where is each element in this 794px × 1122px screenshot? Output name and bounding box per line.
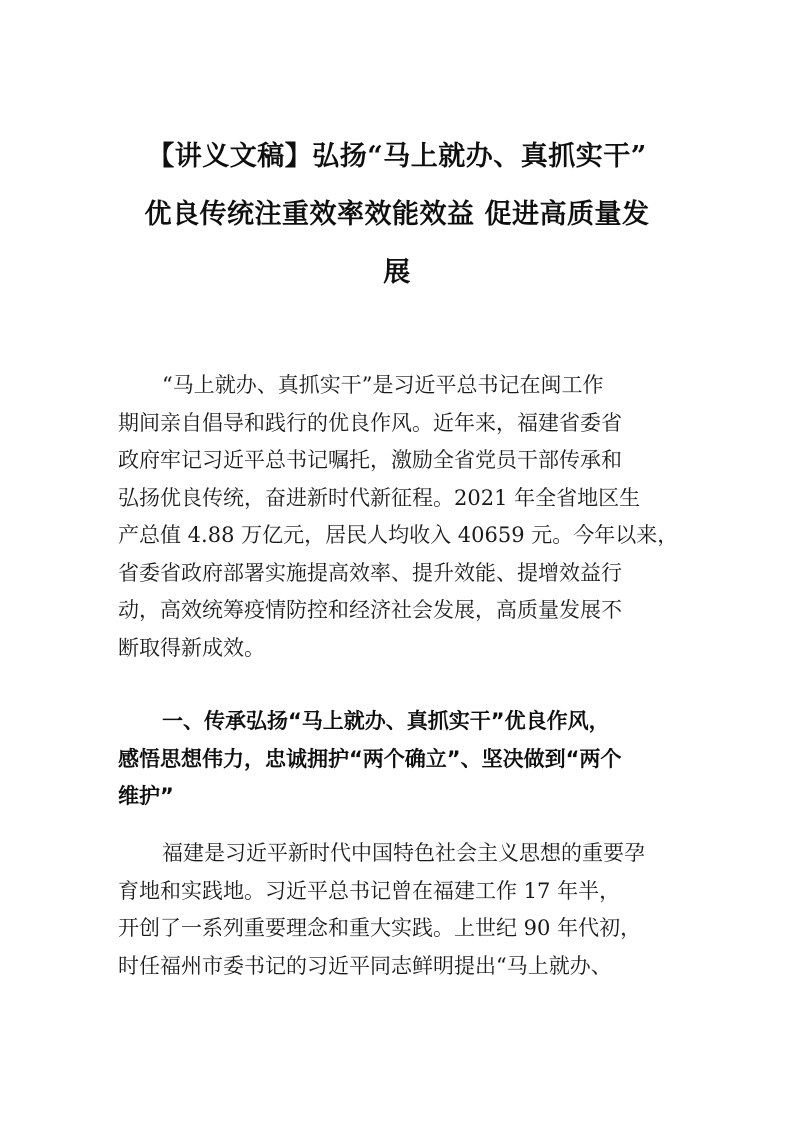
title-line-1: 【讲义文稿】弘扬“马上就办、真抓实干” xyxy=(147,141,647,172)
title-line-3: 展 xyxy=(383,257,411,288)
intro-line: “马上就办、真抓实干”是习近平总书记在闽工作 xyxy=(162,373,604,397)
section-body-line: 育地和实践地。习近平总书记曾在福建工作 17 年半， xyxy=(118,878,621,903)
section-heading-line: 一、传承弘扬“马上就办、真抓实干”优良作风， xyxy=(162,709,610,733)
section-1-heading xyxy=(118,703,694,816)
section-1-paragraph xyxy=(118,835,694,985)
section-heading-line: 维护” xyxy=(118,784,174,808)
intro-line: 动，高效统筹疫情防控和经济社会发展，高质量发展不 xyxy=(118,598,622,622)
title-line-2: 优良传统注重效率效能效益 促进高质量发 xyxy=(144,199,650,230)
intro-line: 省委省政府部署实施提高效率、提升效能、提增效益行 xyxy=(118,560,622,585)
section-body-line: 开创了一系列重要理念和重大实践。上世纪 90 年代初， xyxy=(118,916,642,940)
intro-line: 弘扬优良传统，奋进新时代新征程。2021 年全省地区生 xyxy=(118,485,641,510)
document-title xyxy=(110,128,684,302)
intro-line: 期间亲自倡导和践行的优良作风。近年来，福建省委省 xyxy=(118,410,622,435)
intro-line: 断取得新成效。 xyxy=(118,635,265,660)
section-heading-line: 感悟思想伟力，忠诚拥护“两个确立”、坚决做到“两个 xyxy=(118,746,622,771)
section-body-line: 福建是习近平新时代中国特色社会主义思想的重要孕 xyxy=(162,841,645,865)
intro-line: 产总值 4.88 万亿元，居民人均收入 40659 元。今年以来， xyxy=(118,523,679,547)
intro-paragraph xyxy=(118,367,694,667)
section-body-line: 时任福州市委书记的习近平同志鲜明提出“马上就办、 xyxy=(118,953,612,978)
intro-line: 政府牢记习近平总书记嘱托，激励全省党员干部传承和 xyxy=(118,448,622,472)
